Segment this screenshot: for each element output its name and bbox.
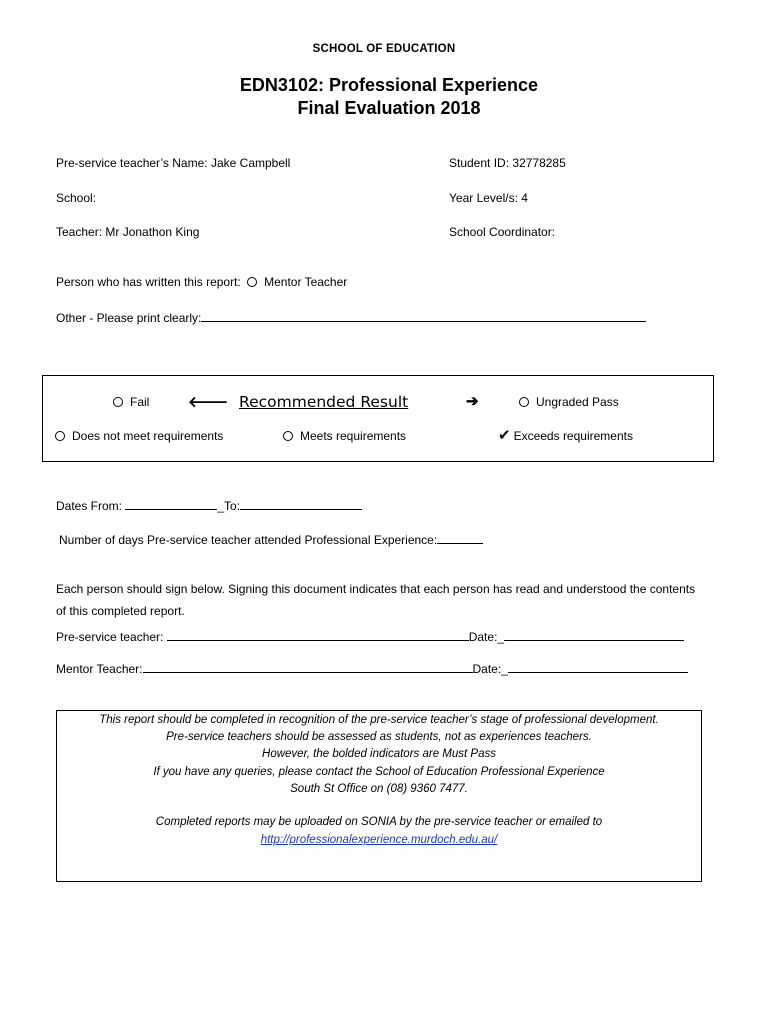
year-level-value: 4 <box>521 191 528 205</box>
year-level-label: Year Level/s: <box>449 191 518 205</box>
days-input-line[interactable] <box>437 532 483 544</box>
report-writer-label: Person who has written this report: <box>56 275 241 289</box>
note-line-6: Completed reports may be uploaded on SONIA by the pre-service teacher or emailed to <box>155 816 603 828</box>
notes-box <box>56 710 702 882</box>
fail-option[interactable] <box>113 395 149 409</box>
teacher-value: Mr Jonathon King <box>105 225 200 239</box>
ungraded-pass-label: Ungraded Pass <box>536 395 619 409</box>
pst-date-label: Date:_ <box>468 630 505 644</box>
does-not-meet-label: Does not meet requirements <box>72 429 224 443</box>
dates-row <box>56 498 362 513</box>
left-arrow-icon: 🡐 <box>188 394 229 411</box>
student-id-value: 32778285 <box>512 156 566 170</box>
does-not-meet-radio[interactable] <box>55 431 65 441</box>
mentor-teacher-option: Mentor Teacher <box>264 275 348 289</box>
dates-to-label: _To: <box>217 499 241 513</box>
days-label: Number of days Pre-service teacher attended Professional Experience: <box>59 533 438 547</box>
student-id-row <box>449 156 566 170</box>
document-subtitle: Final Evaluation 2018 <box>297 98 481 118</box>
meets-radio[interactable] <box>283 431 293 441</box>
sign-intro-line1: Each person should sign below. Signing this document indicates that each person has read and understood the contents <box>56 582 696 596</box>
mentor-date-line[interactable] <box>508 661 688 673</box>
meets-label: Meets requirements <box>300 429 407 443</box>
name-value: Jake Campbell <box>210 156 291 170</box>
recommended-result-box <box>42 375 714 462</box>
report-writer-row <box>56 275 347 289</box>
other-label: Other - Please print clearly: <box>56 311 202 325</box>
mentor-date-label: Date:_ <box>472 662 508 676</box>
note-line-5: South St Office on (08) 9360 7477. <box>290 783 468 795</box>
student-id-label: Student ID: <box>449 156 510 170</box>
professional-experience-link[interactable]: http://professionalexperience.murdoch.edu.au/ <box>260 834 498 846</box>
school-label: School: <box>56 191 97 205</box>
note-line-2: Pre-service teachers should be assessed as students, not as experiences teachers. <box>166 731 592 743</box>
pst-signature-line[interactable] <box>167 629 469 641</box>
fail-label: Fail <box>130 395 150 409</box>
exceeds-option[interactable] <box>498 426 633 444</box>
sign-intro-line2: of this completed report. <box>56 604 185 618</box>
other-input-line[interactable] <box>201 310 646 322</box>
dates-from-label: Dates From: <box>56 499 123 513</box>
dates-from-line[interactable] <box>125 498 217 510</box>
ungraded-pass-option[interactable] <box>519 395 619 409</box>
note-link-row <box>57 834 701 846</box>
right-arrow-icon: ➔ <box>466 393 479 410</box>
dates-to-line[interactable] <box>240 498 362 510</box>
document-title: EDN3102: Professional Experience <box>239 75 539 95</box>
exceeds-label: Exceeds requirements <box>513 429 633 443</box>
note-line-3: However, the bolded indicators are Must Pass <box>262 748 496 760</box>
teacher-label: Teacher: <box>56 225 103 239</box>
mentor-signature-row <box>56 661 688 676</box>
pst-date-line[interactable] <box>504 629 684 641</box>
name-row <box>56 156 290 170</box>
meets-option[interactable] <box>283 429 406 443</box>
year-level-row <box>449 191 528 205</box>
school-coordinator-label: School Coordinator: <box>449 225 556 239</box>
note-line-1: This report should be completed in recognition of the pre-service teacher’s stage of professional development. <box>99 714 659 726</box>
pst-signature-label: Pre-service teacher: <box>56 630 164 644</box>
other-row <box>56 310 646 325</box>
does-not-meet-option[interactable] <box>55 429 223 443</box>
mentor-teacher-radio[interactable] <box>247 277 257 287</box>
teacher-row <box>56 225 199 239</box>
fail-radio[interactable] <box>113 397 123 407</box>
ungraded-pass-radio[interactable] <box>519 397 529 407</box>
days-row <box>59 532 483 547</box>
mentor-signature-label: Mentor Teacher: <box>56 662 143 676</box>
school-heading: SCHOOL OF EDUCATION <box>312 43 456 55</box>
note-line-4: If you have any queries, please contact the School of Education Professional Experience <box>153 766 605 778</box>
mentor-signature-line[interactable] <box>143 661 473 673</box>
name-label: Pre-service teacher’s Name: <box>56 156 208 170</box>
check-mark-icon: ✔ <box>498 426 511 444</box>
pst-signature-row <box>56 629 684 644</box>
recommended-result-title: Recommended Result <box>239 393 409 411</box>
